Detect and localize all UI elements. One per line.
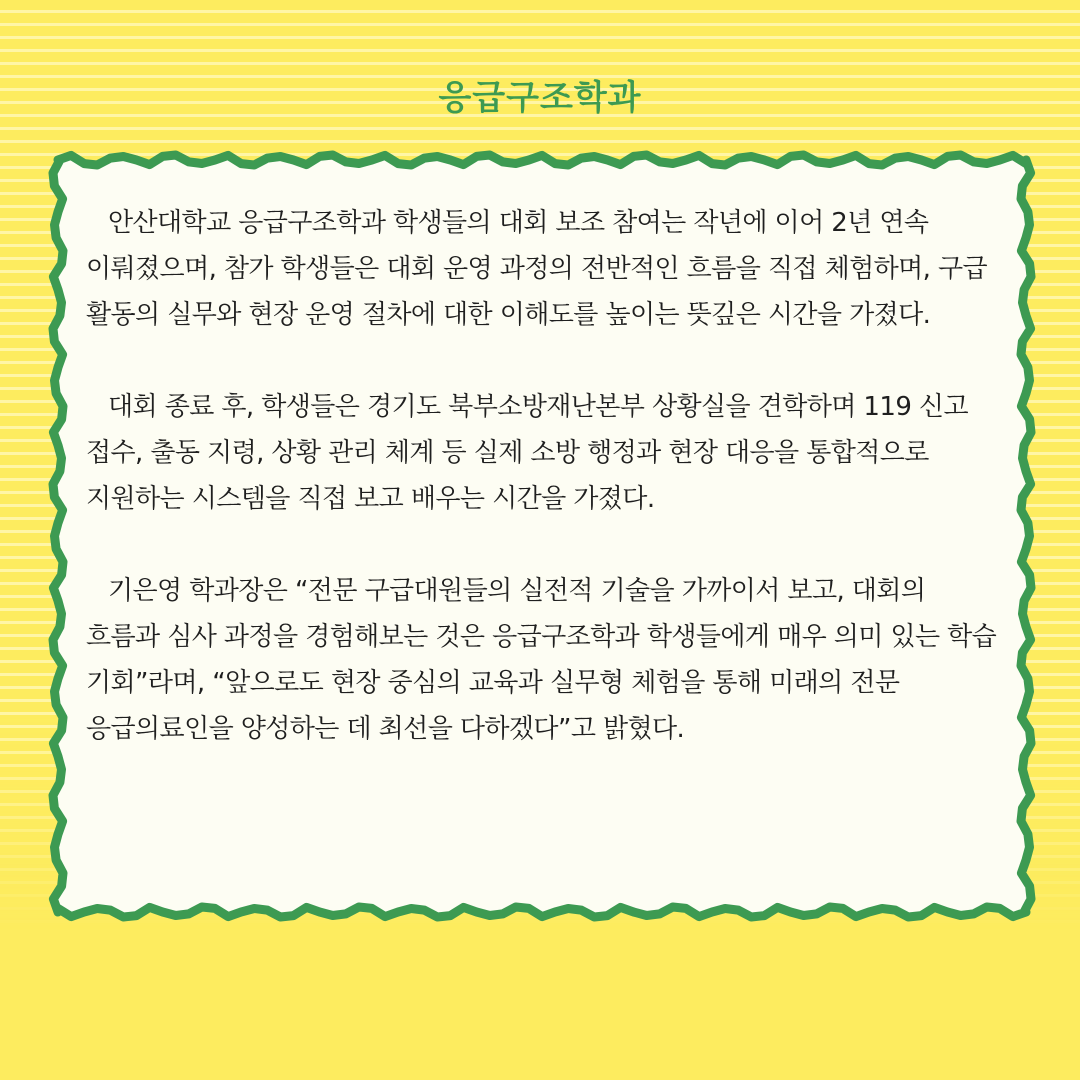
article-body — [86, 200, 1006, 798]
page-title: 응급구조학과 — [438, 78, 642, 118]
paragraph-3: 기은영 학과장은 “전문 구급대원들의 실전적 기술을 가까이서 보고, 대회의 흐름과 심사 과정을 경험해보는 것은 응급구조학과 학생들에게 매우 의미 있는 학습 기회”라며, “앞으로도 현장 중심의 교육과 실무형 체험을 통해 미래의 전문 응급의료인을 양성하는 데 최선을 다하겠다”고 밝혔다. — [86, 576, 997, 744]
paragraph-1: 안산대학교 응급구조학과 학생들의 대회 보조 참여는 작년에 이어 2년 연속 이뤄졌으며, 참가 학생들은 대회 운영 과정의 전반적인 흐름을 직접 체험하며, 구급 활동의 실무와 현장 운영 절차에 대한 이해도를 높이는 뜻깊은 시간을 가졌다. — [86, 208, 988, 330]
paragraph-2: 대회 종료 후, 학생들은 경기도 북부소방재난본부 상황실을 견학하며 119 신고 접수, 출동 지령, 상황 관리 체계 등 실제 소방 행정과 현장 대응을 통합적으로 지원하는 시스템을 직접 보고 배우는 시간을 가졌다. — [86, 392, 968, 514]
